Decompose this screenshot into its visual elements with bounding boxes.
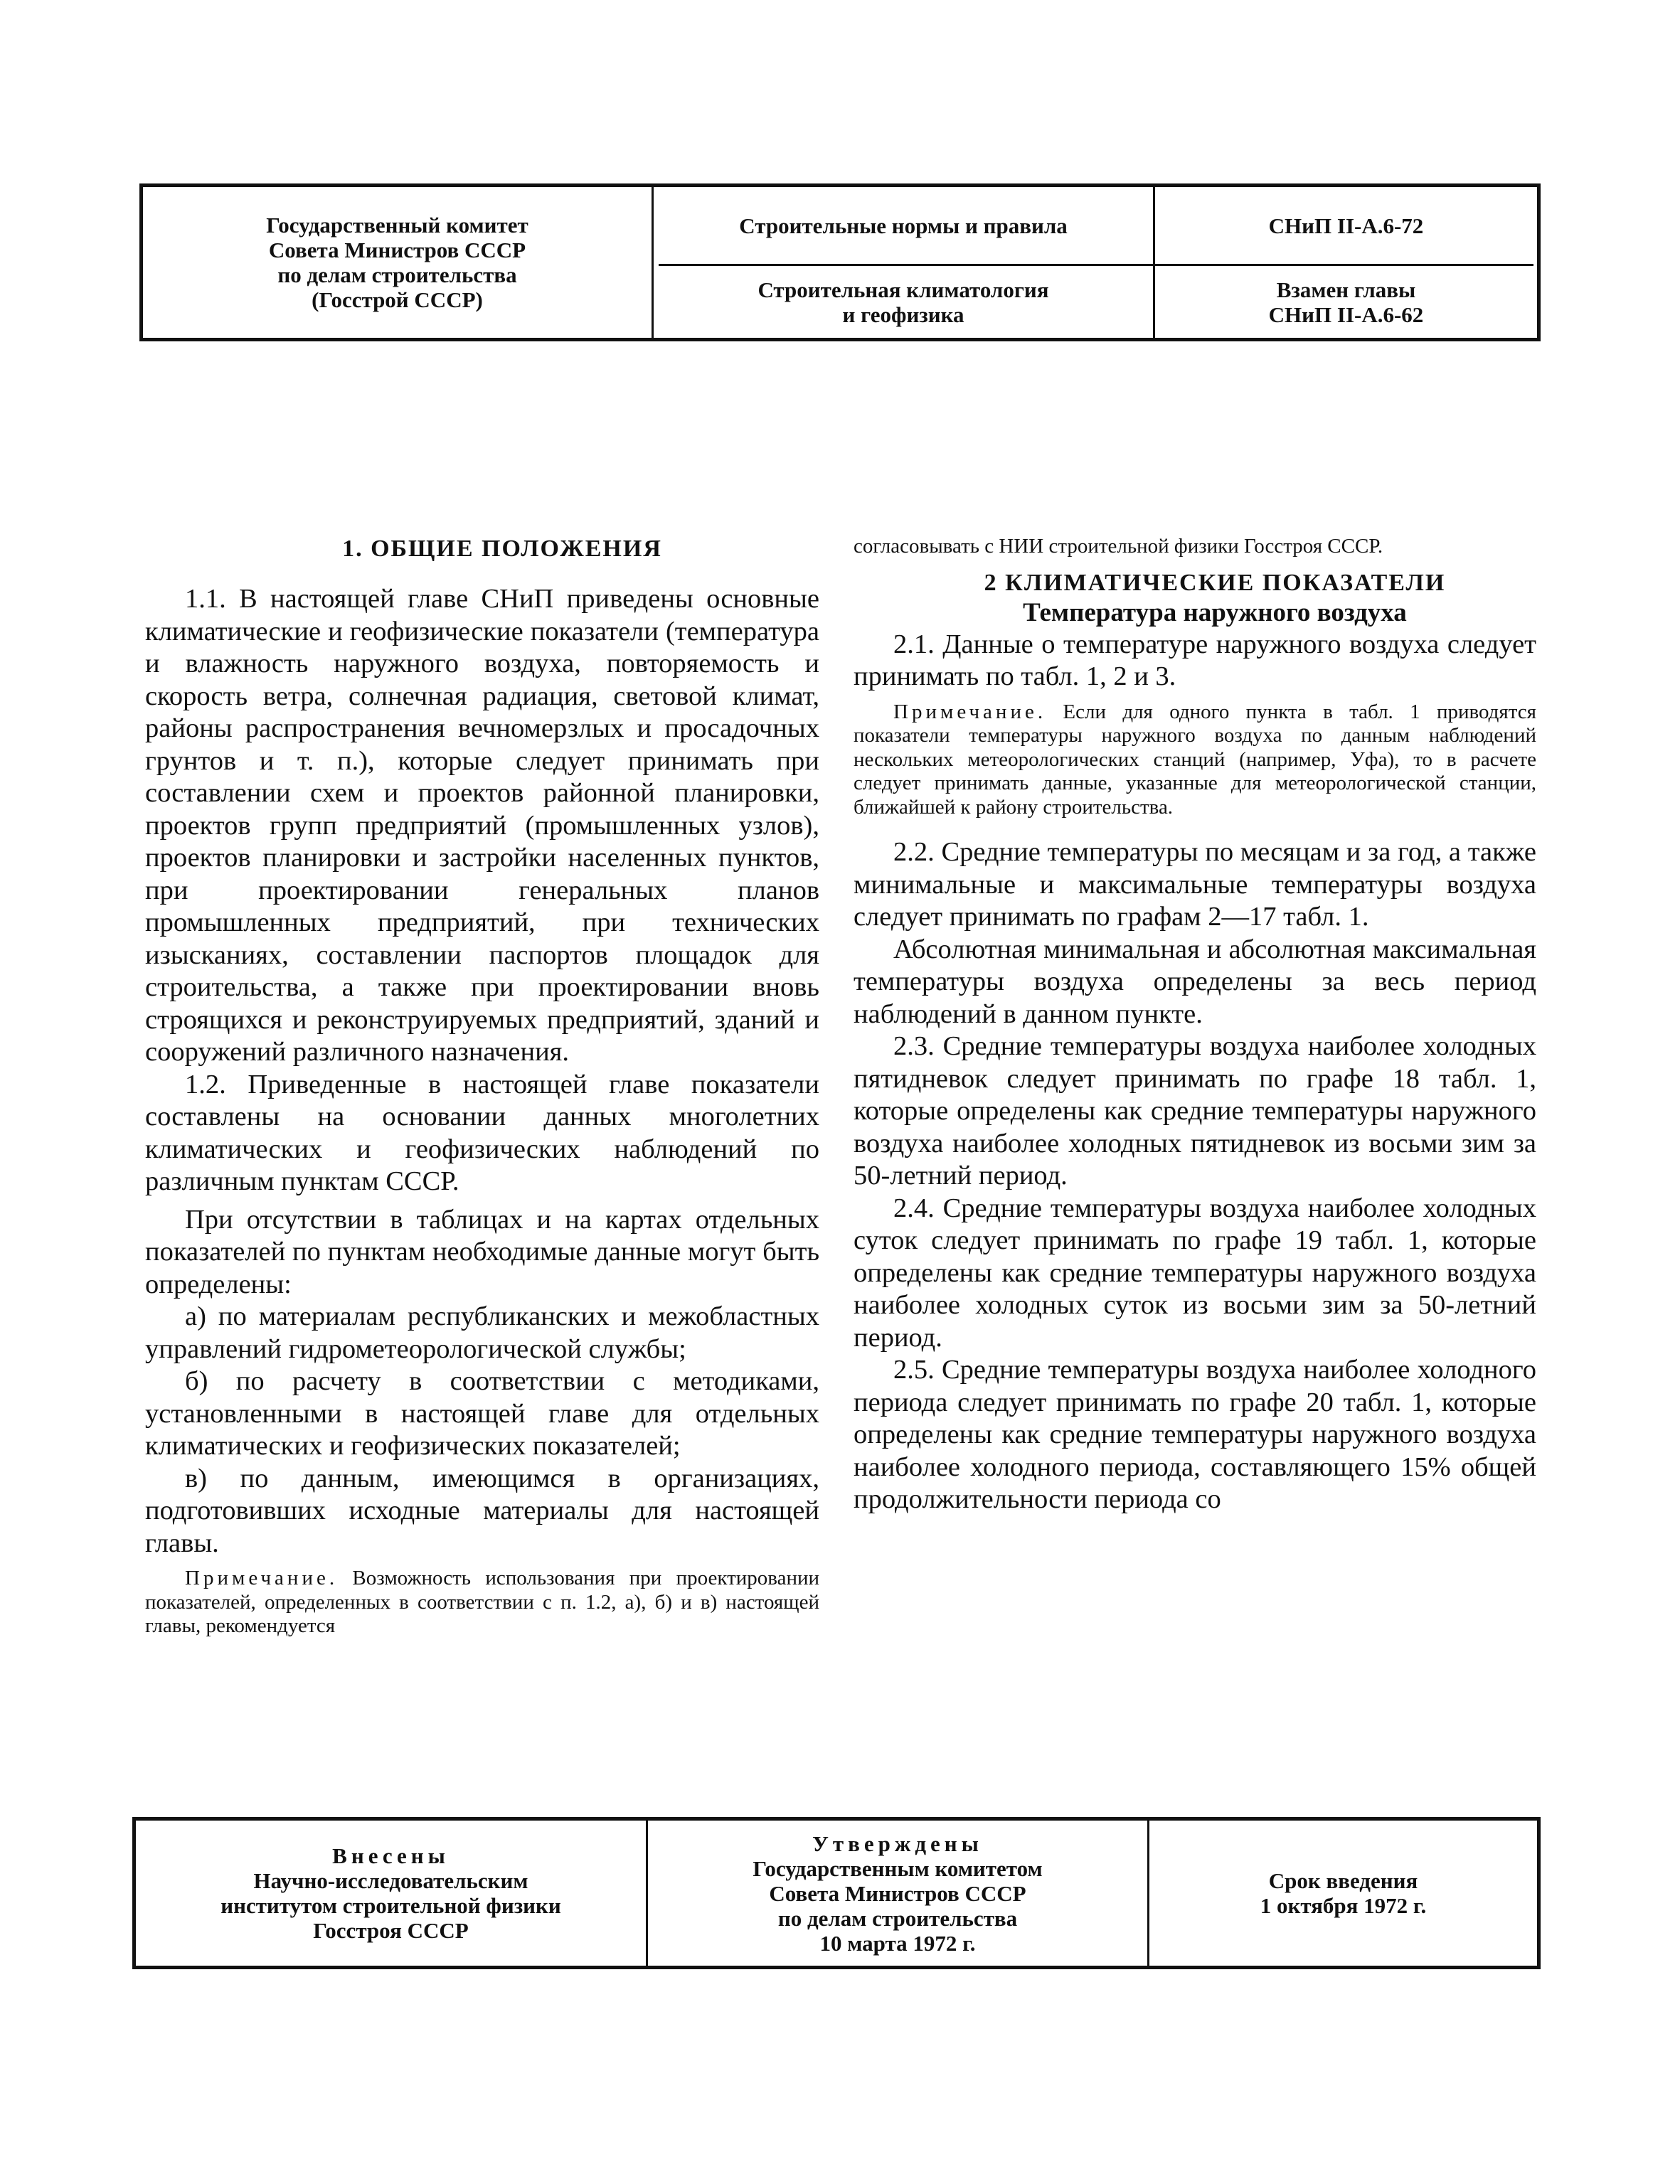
note-text: Возможность использования при проектировании показателей, определенных в соответствии с п. 1.2, а), б) и в) настоящей главы, рекомендуется (145, 1567, 819, 1637)
header-table (139, 183, 1541, 341)
series-cell: Строительные нормы и правила (739, 213, 1068, 238)
list-item-c: в) по данным, имеющимся в организациях, подготовивших исходные материалы для настоящей главы. (145, 1463, 819, 1558)
left-note (145, 1567, 819, 1639)
note-text-right: Если для одного пункта в табл. 1 приводятся показатели температуры наружного воздуха по данным наблюдений нескольких метеорологических станций (например, Уфа), то в расчете следует принимать данные, указанные для метеорологической станции, ближайшей к району строительства. (854, 700, 1536, 819)
list-item-a: а) по материалам республиканских и межобластных управлений гидрометеорологической службы; (145, 1301, 819, 1364)
introduced-by: Научно-исследовательским институтом строительной физики Госстроя СССР (220, 1868, 561, 1943)
right-column (854, 535, 1536, 1516)
section-1-title: 1. ОБЩИЕ ПОЛОЖЕНИЯ (342, 536, 662, 562)
footer-table (132, 1817, 1541, 1969)
note-label: Примечание. (185, 1567, 339, 1589)
approved-label: Утверждены (812, 1831, 983, 1856)
continuation-text: согласовывать с НИИ строительной физики Госстроя СССР. (854, 535, 1383, 558)
paragraph-2-1: 2.1. Данные о температуре наружного воздуха следует принимать по табл. 1, 2 и 3. (854, 629, 1536, 691)
note-label-right: Примечание. (893, 700, 1047, 723)
approved-by: Государственным комитетом Совета Министров СССР по делам строительства 10 марта 1972 г. (753, 1855, 1043, 1956)
document-code: СНиП II-А.6-72 (1268, 213, 1424, 238)
paragraph-2-5: 2.5. Средние температуры воздуха наиболее холодного периода следует принимать по графе 20 табл. 1, которые определены как средние температуры наружного воздуха наиболее холодного периода, составляющего 15% общей продолжительности периода со (854, 1355, 1536, 1514)
introduced-cell (136, 1821, 646, 1966)
approved-cell (648, 1821, 1147, 1966)
document-title: Строительная климатология и геофизика (757, 277, 1049, 327)
paragraph-2-4: 2.4. Средние температуры воздуха наиболее холодных суток следует принимать по графе 19 табл. 1, которые определены как средние температуры наружного воздуха наиболее холодных суток из восьми зим за 50-летний период. (854, 1193, 1536, 1353)
paragraph-absence: При отсутствии в таблицах и на картах отдельных показателей по пунктам необходимые данные могут быть определены: (145, 1204, 819, 1299)
left-column (145, 535, 819, 1639)
introduced-label: Внесены (332, 1843, 450, 1868)
replaces-cell: Взамен главы СНиП II-А.6-62 (1268, 277, 1424, 327)
paragraph-2-2: 2.2. Средние температуры по месяцам и за год, а также минимальные и максимальные температуры воздуха следует принимать по графам 2—17 табл. 1. (854, 837, 1536, 932)
paragraph-2-2b: Абсолютная минимальная и абсолютная максимальная температуры воздуха определены за весь период наблюдений в данном пункте. (854, 934, 1536, 1029)
list-item-b: б) по расчету в соответствии с методиками, установленными в настоящей главе для отдельных климатических и геофизических показателей; (145, 1366, 819, 1461)
section-2-title: 2 КЛИМАТИЧЕСКИЕ ПОКАЗАТЕЛИ (984, 569, 1446, 596)
right-note (854, 701, 1536, 820)
effective-date-cell: Срок введения 1 октября 1972 г. (1260, 1868, 1427, 1918)
section-2-subtitle: Температура наружного воздуха (1023, 597, 1407, 627)
paragraph-1-1: 1.1. В настоящей главе СНиП приведены основные климатические и геофизические показатели (температура и влажность наружного воздуха, повторяемость и скорость ветра, солнечная радиация, световой климат, районы распространения вечномерзлых и просадочных грунтов и т. п.), которые следует принимать при составлении схем и проектов районной планировки, проектов групп предприятий (промышленных узлов), проектов планировки и застройки населенных пунктов, при проектировании генеральных планов промышленных предприятий, при технических изысканиях, составлении паспортов площадок для строительства, а также при проектировании вновь строящихся и реконструируемых предприятий, зданий и сооружений различного назначения. (145, 584, 819, 1067)
issuer-cell: Государственный комитет Совета Министров СССР по делам строительства (Госстрой СССР) (266, 213, 528, 312)
paragraph-2-3: 2.3. Средние температуры воздуха наиболее холодных пятидневок следует принимать по графе 18 табл. 1, которые определены как средние температуры наружного воздуха наиболее холодных пятидневок из восьми зим за 50-летний период. (854, 1031, 1536, 1190)
paragraph-1-2: 1.2. Приведенные в настоящей главе показатели составлены на основании данных многолетних климатических и геофизических наблюдений по различным пунктам СССР. (145, 1069, 819, 1196)
